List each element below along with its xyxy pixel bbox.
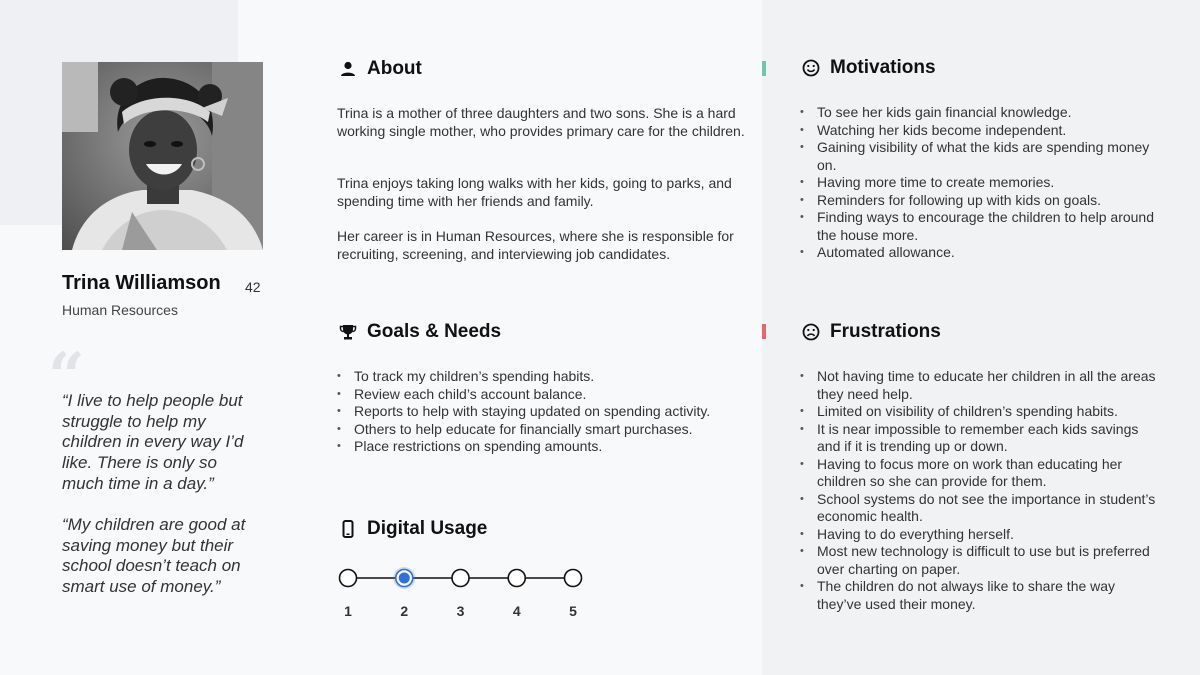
persona-quote-1: “I live to help people but struggle to help my children in every way I’d like. There is only so much time in a day.”	[62, 391, 244, 493]
list-item: • Not having time to educate her children in all the areas they need help.	[800, 368, 1160, 403]
motivations-heading	[802, 56, 936, 80]
persona-role: Human Resources	[62, 302, 178, 318]
goals-heading	[339, 320, 501, 344]
usage-label-2: 2	[400, 603, 409, 619]
about-paragraph-3: Her career is in Human Resources, where she is responsible for recruiting, screening, and interviewing job candidates.	[337, 228, 734, 262]
goals-title: Goals & Needs	[367, 321, 502, 342]
digital-usage-title: Digital Usage	[367, 518, 488, 539]
list-item: • Others to help educate for financially smart purchases.	[337, 421, 757, 439]
list-item: • Review each child’s account balance.	[337, 386, 757, 404]
usage-scale-graphic	[337, 567, 587, 597]
quote-mark-icon: “	[48, 339, 85, 414]
list-item: • School systems do not see the importance in student’s economic health.	[800, 491, 1160, 526]
usage-dot-3	[452, 570, 469, 587]
frown-icon	[802, 323, 820, 341]
persona-name: Trina Williamson	[62, 272, 221, 294]
usage-selected-dot	[399, 573, 410, 584]
about-title: About	[367, 58, 422, 79]
about-paragraph-2: Trina enjoys taking long walks with her kids, going to parks, and spending time with her friends and family.	[337, 175, 732, 209]
usage-label-4: 4	[512, 603, 521, 619]
motivations-accent-bar	[762, 61, 766, 76]
list-item: • It is near impossible to remember each kids savings and if it is trending up or down.	[800, 421, 1160, 456]
list-item: • Having more time to create memories.	[800, 174, 1160, 192]
goals-list	[337, 368, 757, 456]
usage-dot-4	[508, 570, 525, 587]
person-icon	[339, 60, 357, 78]
usage-label-5: 5	[569, 603, 577, 619]
list-item: • Having to focus more on work than educating her children so she can provide for them.	[800, 456, 1160, 491]
frustrations-list	[800, 368, 1160, 613]
smile-icon	[802, 59, 820, 77]
motivations-list	[800, 104, 1160, 262]
list-item: • Place restrictions on spending amounts.	[337, 438, 757, 456]
frustrations-heading	[802, 320, 941, 344]
list-item: • Having to do everything herself.	[800, 526, 1160, 544]
list-item: • To see her kids gain financial knowledge.	[800, 104, 1160, 122]
digital-usage-heading	[339, 517, 487, 541]
list-item: • Watching her kids become independent.	[800, 122, 1160, 140]
list-item: • The children do not always like to share the way they’ve used their money.	[800, 578, 1160, 613]
about-heading	[339, 57, 422, 81]
list-item: • Gaining visibility of what the kids are spending money on.	[800, 139, 1160, 174]
usage-label-3: 3	[456, 603, 465, 619]
frustrations-accent-bar	[762, 324, 766, 339]
usage-label-1: 1	[344, 603, 352, 619]
motivations-title: Motivations	[830, 57, 936, 78]
portrait-illustration	[62, 62, 263, 250]
usage-dot-1	[340, 570, 357, 587]
list-item: • Limited on visibility of children’s spending habits.	[800, 403, 1160, 421]
list-item: • Finding ways to encourage the children to help around the house more.	[800, 209, 1160, 244]
list-item: • Reminders for following up with kids on goals.	[800, 192, 1160, 210]
trophy-icon	[339, 323, 357, 341]
phone-icon	[339, 520, 357, 538]
persona-age: 42	[245, 279, 261, 295]
usage-dot-5	[565, 570, 582, 587]
persona-quote-2: “My children are good at saving money but their school doesn’t teach on smart use of money.”	[62, 515, 246, 597]
frustrations-title: Frustrations	[830, 321, 941, 342]
profile-photo	[62, 62, 263, 250]
list-item: • Reports to help with staying updated on spending activity.	[337, 403, 757, 421]
about-paragraph-1: Trina is a mother of three daughters and two sons. She is a hard working single mother, who provides primary care for the children.	[337, 105, 745, 139]
digital-usage-scale	[337, 567, 587, 617]
list-item: • Automated allowance.	[800, 244, 1160, 262]
list-item: • Most new technology is difficult to use but is preferred over charting on paper.	[800, 543, 1160, 578]
list-item: • To track my children’s spending habits.	[337, 368, 757, 386]
